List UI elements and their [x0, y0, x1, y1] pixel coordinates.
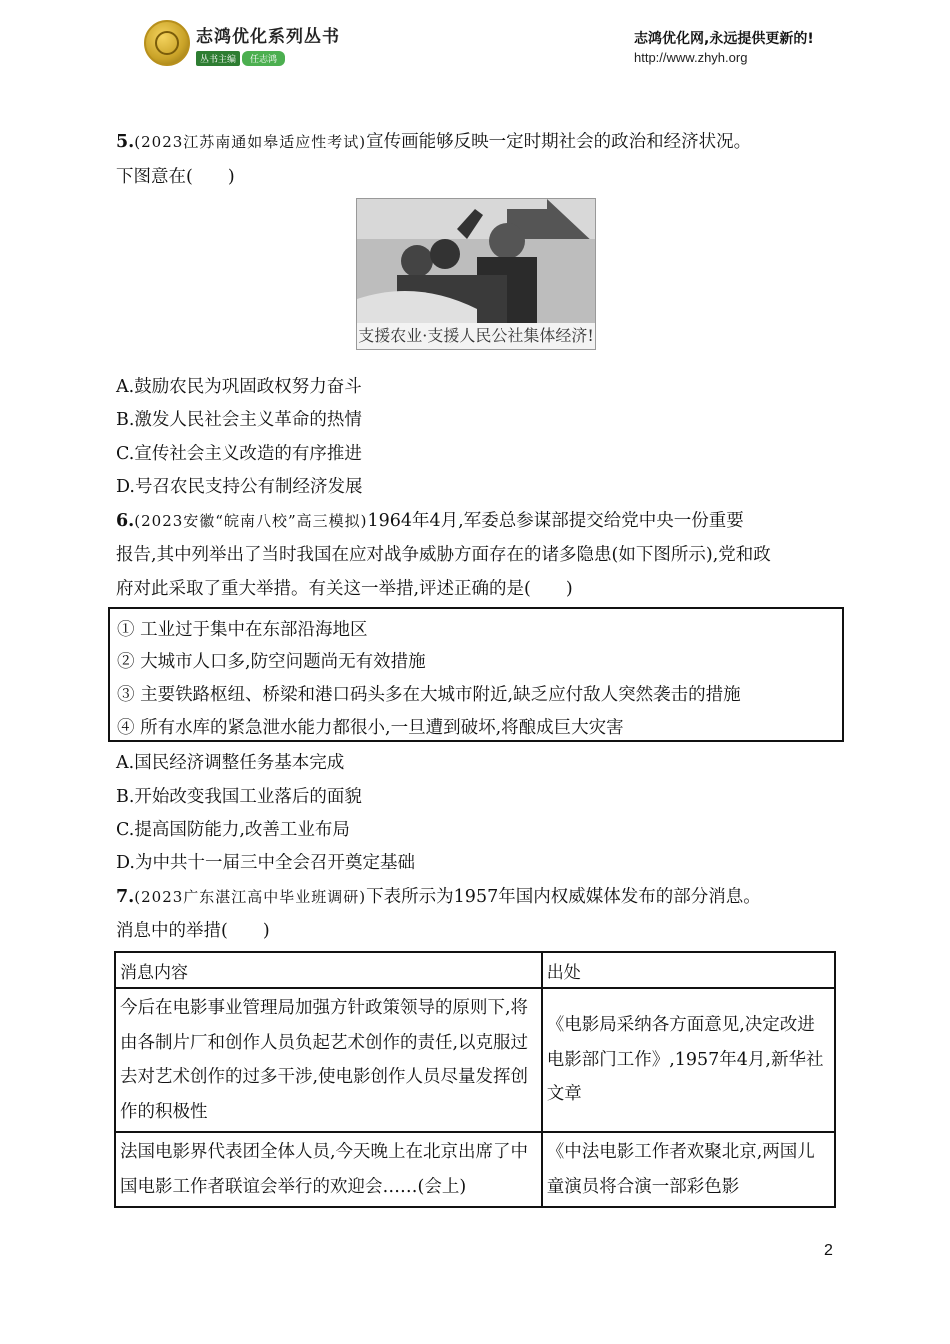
q5-stem-line1 — [116, 131, 751, 153]
q7-stem-line1 — [116, 886, 761, 908]
page-number: 2 — [824, 1242, 833, 1259]
q7-stem-line2: 消息中的举措( ) — [116, 921, 270, 941]
q5-option-b[interactable]: B.激发人民社会主义革命的热情 — [116, 410, 362, 430]
editor-label: 丛书主编 — [196, 51, 240, 66]
q6-hazard-box — [108, 607, 844, 742]
q5-stem-text: 宣传画能够反映一定时期社会的政治和经济状况。 — [366, 132, 752, 152]
q6-option-c[interactable]: C.提高国防能力,改善工业布局 — [116, 820, 350, 840]
q6-stem-text: 1964年4月,军委总参谋部提交给党中央一份重要 — [367, 511, 744, 531]
table-row — [115, 1132, 835, 1207]
q5-option-a[interactable]: A.鼓励农民为巩固政权努力奋斗 — [116, 377, 362, 397]
hazard-item: ③ 主要铁路枢纽、桥梁和港口码头多在大城市附近,缺乏应付敌人突然袭击的措施 — [117, 685, 741, 705]
poster-caption: 支援农业·支援人民公社集体经济! — [357, 323, 595, 349]
q6-source: (2023安徽“皖南八校”高三模拟) — [134, 512, 368, 530]
page-header — [0, 0, 950, 80]
q7-source: (2023广东湛江高中毕业班调研) — [134, 888, 367, 906]
hazard-item: ④ 所有水库的紧急泄水能力都很小,一旦遭到破坏,将酿成巨大灾害 — [117, 718, 624, 738]
q5-number: 5. — [116, 132, 135, 152]
table-cell-source: 《中法电影工作者欢聚北京,两国儿童演员将合演一部彩色影 — [546, 1142, 815, 1197]
table-cell-content: 今后在电影事业管理局加强方针政策领导的原则下,将由各制片厂和创作人员负起艺术创作的责任,以克服过去对艺术创作的过多干涉,使电影创作人员尽量发挥创作的积极性 — [120, 998, 529, 1122]
q6-stem-line3: 府对此采取了重大举措。有关这一举措,评述正确的是( ) — [116, 579, 573, 599]
header-url[interactable]: http://www.zhyh.org — [634, 50, 748, 65]
series-logo-icon — [144, 20, 190, 66]
editor-credit — [196, 47, 285, 65]
table-cell-source: 《电影局采纳各方面意见,决定改进电影部门工作》,1957年4月,新华社文章 — [546, 1015, 824, 1105]
q7-number: 7. — [116, 887, 135, 907]
q7-stem-text: 下表所示为1957年国内权威媒体发布的部分消息。 — [366, 887, 761, 907]
editor-name: 任志鸿 — [242, 51, 285, 66]
table-header-source: 出处 — [542, 952, 835, 988]
q6-option-b[interactable]: B.开始改变我国工业落后的面貌 — [116, 787, 362, 807]
q5-option-c[interactable]: C.宣传社会主义改造的有序推进 — [116, 444, 362, 464]
hazard-item: ② 大城市人口多,防空问题尚无有效措施 — [117, 652, 426, 672]
table-cell-content: 法国电影界代表团全体人员,今天晚上在北京出席了中国电影工作者联谊会举行的欢迎会……(会上) — [120, 1142, 529, 1197]
header-slogan: 志鸿优化网,永远提供更新的! — [634, 31, 814, 47]
table-header-row — [115, 952, 835, 988]
series-title: 志鸿优化系列丛书 — [196, 27, 340, 47]
hazard-item: ① 工业过于集中在东部沿海地区 — [117, 620, 368, 640]
q7-news-table — [114, 951, 836, 1208]
q6-option-a[interactable]: A.国民经济调整任务基本完成 — [116, 753, 345, 773]
q6-option-d[interactable]: D.为中共十一届三中全会召开奠定基础 — [116, 853, 415, 873]
poster-illustration — [357, 199, 595, 323]
q6-stem-line1 — [116, 510, 744, 532]
q6-stem-line2: 报告,其中列举出了当时我国在应对战争威胁方面存在的诸多隐患(如下图所示),党和政 — [116, 545, 771, 565]
q5-source: (2023江苏南通如皋适应性考试) — [134, 133, 367, 151]
q5-option-d[interactable]: D.号召农民支持公有制经济发展 — [116, 477, 363, 497]
q5-stem-line2: 下图意在( ) — [116, 167, 235, 187]
propaganda-poster — [356, 198, 596, 350]
q6-number: 6. — [116, 511, 135, 531]
table-header-content: 消息内容 — [115, 952, 542, 988]
table-row — [115, 988, 835, 1132]
